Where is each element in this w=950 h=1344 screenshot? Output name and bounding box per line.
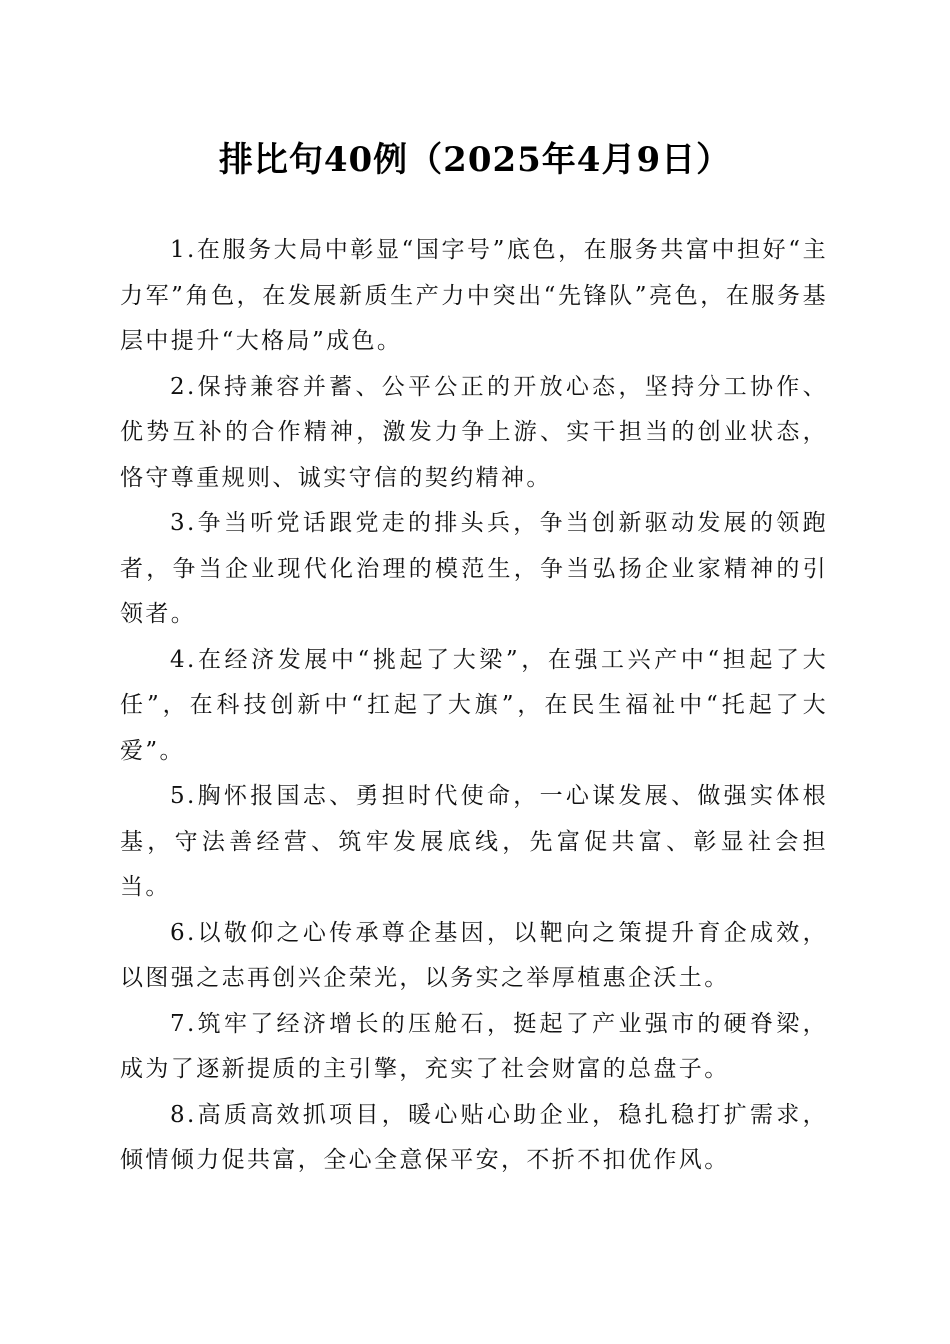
document-body [120,228,828,1184]
paragraph-8: 8.高质高效抓项目，暖心贴心助企业，稳扎稳打扩需求，倾情倾力促共富，全心全意保平安，不折不扣优作风。 [120,1101,828,1173]
paragraph-2: 2.保持兼容并蓄、公平公正的开放心态，坚持分工协作、优势互补的合作精神，激发力争上游、实干担当的创业状态，恪守尊重规则、诚实守信的契约精神。 [120,373,828,491]
paragraph-5: 5.胸怀报国志、勇担时代使命，一心谋发展、做强实体根基，守法善经营、筑牢发展底线，先富促共富、彰显社会担当。 [120,783,828,900]
paragraph-3: 3.争当听党话跟党走的排头兵，争当创新驱动发展的领跑者，争当企业现代化治理的模范生，争当弘扬企业家精神的引领者。 [120,510,828,627]
document-title: 排比句40例（2025年4月9日） [218,140,732,180]
paragraph-1: 1.在服务大局中彰显“国字号”底色，在服务共富中担好“主力军”角色，在发展新质生产力中突出“先锋队”亮色，在服务基层中提升“大格局”成色。 [120,237,828,354]
paragraph-4: 4.在经济发展中“挑起了大梁”，在强工兴产中“担起了大任”，在科技创新中“扛起了大旗”，在民生福祉中“托起了大爱”。 [120,646,828,764]
paragraph-7: 7.筑牢了经济增长的压舱石，挺起了产业强市的硬脊梁，成为了逐新提质的主引擎，充实了社会财富的总盘子。 [120,1010,828,1082]
paragraph-6: 6.以敬仰之心传承尊企基因，以靶向之策提升育企成效，以图强之志再创兴企荣光，以务实之举厚植惠企沃土。 [120,919,828,991]
